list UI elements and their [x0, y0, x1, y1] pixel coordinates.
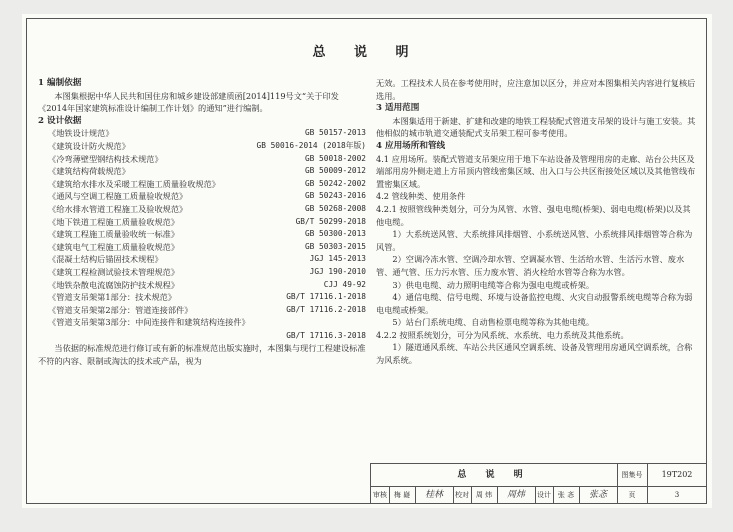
reference-item-code: GB 50268-2008 — [304, 203, 366, 213]
item-5: 5）站台门系统电缆、自动售检票电缆等称为其他电缆。 — [392, 317, 595, 328]
left-column — [38, 77, 366, 368]
design-label: 设计 — [535, 486, 554, 504]
reference-item — [38, 279, 366, 292]
item-j1: 1）隧道通风系统、车站公共区通风空调系统、设备及管理用房通风空调系统，合称为风系统。 — [376, 342, 693, 366]
reference-item-code: GB/T 17116.3-2018 — [286, 330, 366, 340]
reference-item-name: 《地下铁道工程施工质量验收规范》 — [48, 216, 180, 227]
reference-item-code: GB/T 50299-2018 — [295, 216, 366, 226]
reference-item — [38, 153, 366, 166]
section-3-paragraph: 本图集适用于新建、扩建和改建的地铁工程装配式管道支吊架的设计与施工安装。其他相似的城市轨道交通装配式支吊架工程可参考使用。 — [376, 115, 696, 139]
reference-item — [38, 203, 366, 216]
clause-4-2: 4.2 管线种类、使用条件 — [376, 191, 466, 202]
reference-item-name: 《建筑电气工程施工质量验收规范》 — [48, 241, 180, 252]
design-name: 张 忞 — [553, 486, 580, 504]
check-signature: 周炜 — [497, 486, 536, 504]
reference-item — [38, 228, 366, 241]
section-2-heading: 2 设计依据 — [38, 115, 82, 126]
reference-item-name: 《建筑工程施工质量验收统一标准》 — [48, 229, 180, 240]
reference-item-code: GB 50009-2012 — [304, 166, 366, 176]
design-signature: 张忞 — [579, 486, 618, 504]
item-2: 2）空调冷冻水管、空调冷却水管、空调凝水管、生活给水管、生活污水管、废水管、通气管、压力污水管、压力废水管、消火栓给水管等合称为水管。 — [376, 254, 685, 277]
reference-item — [38, 253, 366, 266]
reference-item — [38, 304, 366, 317]
section-1-heading: 1 编制依据 — [38, 78, 82, 88]
reference-item-code: CJJ 49-92 — [323, 279, 366, 289]
review-label: 审核 — [371, 486, 390, 504]
check-label: 校对 — [453, 486, 472, 504]
reference-item-code: GB 50018-2002 — [304, 153, 366, 163]
reference-item-name: 《通风与空调工程施工质量验收规范》 — [48, 191, 188, 202]
reference-item-name: 《建筑结构荷载规范》 — [48, 166, 130, 177]
title-block-name: 总 说 明 — [371, 464, 618, 486]
reference-item-name: 《管道支吊架第2部分：管道连接部件》 — [48, 304, 193, 315]
title-block — [370, 463, 707, 504]
reference-item-code: GB 50303-2015 — [304, 241, 366, 251]
reference-item-name: 《地铁设计规范》 — [48, 128, 114, 139]
atlas-number: 19T202 — [661, 470, 693, 479]
reference-item-code: GB/T 17116.1-2018 — [286, 292, 366, 302]
reference-item-name: 《给水排水管道工程施工及验收规范》 — [48, 203, 188, 214]
reference-item-name: 《管道支吊架第3部分：中间连接件和建筑结构连接件》 — [48, 317, 250, 328]
reference-item — [38, 127, 366, 140]
right-column — [376, 77, 698, 367]
note-continued: 无效。工程技术人员在参考使用时，应注意加以区分，并应对本图集相关内容进行复核后选用。 — [376, 78, 696, 101]
reference-item-code: GB/T 17116.2-2018 — [286, 304, 366, 314]
reference-item-code: GB 50243-2016 — [304, 191, 366, 201]
reference-item-name: 《混凝土结构后锚固技术规程》 — [48, 254, 163, 265]
clause-4-2-1: 4.2.1 按照管线种类划分，可分为风管、水管、强电电缆(桥架)、弱电电缆(桥架)以及其他电缆。 — [376, 203, 691, 227]
check-name: 周 炜 — [471, 486, 498, 504]
page-number: 3 — [674, 491, 680, 499]
item-1: 1）大系统送风管、大系统排风排烟管、小系统送风管、小系统排风排烟管等合称为风管。 — [376, 229, 693, 252]
reference-item — [38, 165, 366, 178]
section-1-paragraph: 本图集根据中华人民共和国住房和城乡建设部建质函[2014]119号文“关于印发《2014年国家建筑标准设计编制工作计划》的通知”进行编制。 — [38, 90, 339, 114]
section-4-heading: 4 应用场所和管线 — [376, 140, 446, 151]
page-label: 页 — [617, 486, 648, 504]
review-name: 梅 嶷 — [389, 486, 416, 504]
reference-item-code: GB 50242-2002 — [304, 178, 366, 188]
page-title: 总 说 明 — [312, 45, 421, 60]
clause-4-1: 4.1 应用场所。装配式管道支吊架应用于地下车站设备及管理用房的走廊、站台公共区及端部用房外侧走道上方吊顶内管线密集区域、出入口与公共区衔接处区域以及其他管线布置密集区域。 — [376, 153, 696, 189]
reference-item — [38, 190, 366, 203]
reference-item — [38, 140, 366, 153]
reference-item-code: GB 50157-2013 — [304, 128, 366, 138]
reference-item-name: 《建筑给水排水及采暖工程施工质量验收规范》 — [48, 178, 220, 189]
reference-item-name: 《管道支吊架第1部分：技术规范》 — [48, 292, 177, 303]
section-3-heading: 3 适用范围 — [376, 103, 420, 114]
reference-item-name: 《建筑设计防火规范》 — [48, 140, 130, 151]
reference-item — [38, 266, 366, 279]
item-4: 4）通信电缆、信号电缆、环境与设备监控电缆、火灾自动报警系统电缆等合称为弱电电缆或桥架。 — [376, 292, 693, 315]
reference-item — [38, 216, 366, 229]
reference-item-code: GB 50016-2014 (2018年版) — [256, 140, 366, 150]
clause-4-2-2: 4.2.2 按照系统划分，可分为风系统、水系统、电力系统及其他系统。 — [376, 329, 629, 340]
reference-item-name: 《建筑工程检测试验技术管理规范》 — [48, 266, 180, 277]
note-paragraph: 当依据的标准规范进行修订或有新的标准规范出版实施时，本图集与现行工程建设标准不符的内容、限制或淘汰的技术或产品，视为 — [38, 343, 366, 367]
reference-list — [38, 127, 366, 316]
reference-item-code: GB 50300-2013 — [304, 229, 366, 239]
atlas-label: 图集号 — [617, 464, 648, 486]
reference-item-name: 《地铁杂散电流腐蚀防护技术规程》 — [48, 279, 180, 290]
reference-item-code: JGJ 145-2013 — [309, 254, 366, 264]
reference-item — [38, 291, 366, 304]
reference-item-code: JGJ 190-2010 — [309, 266, 366, 276]
reference-item — [38, 241, 366, 254]
item-3: 3）供电电缆、动力照明电缆等合称为强电电缆或桥架。 — [392, 279, 595, 290]
review-signature: 桂林 — [415, 486, 454, 504]
reference-item — [38, 178, 366, 191]
reference-item-name: 《冷弯薄壁型钢结构技术规范》 — [48, 153, 163, 164]
